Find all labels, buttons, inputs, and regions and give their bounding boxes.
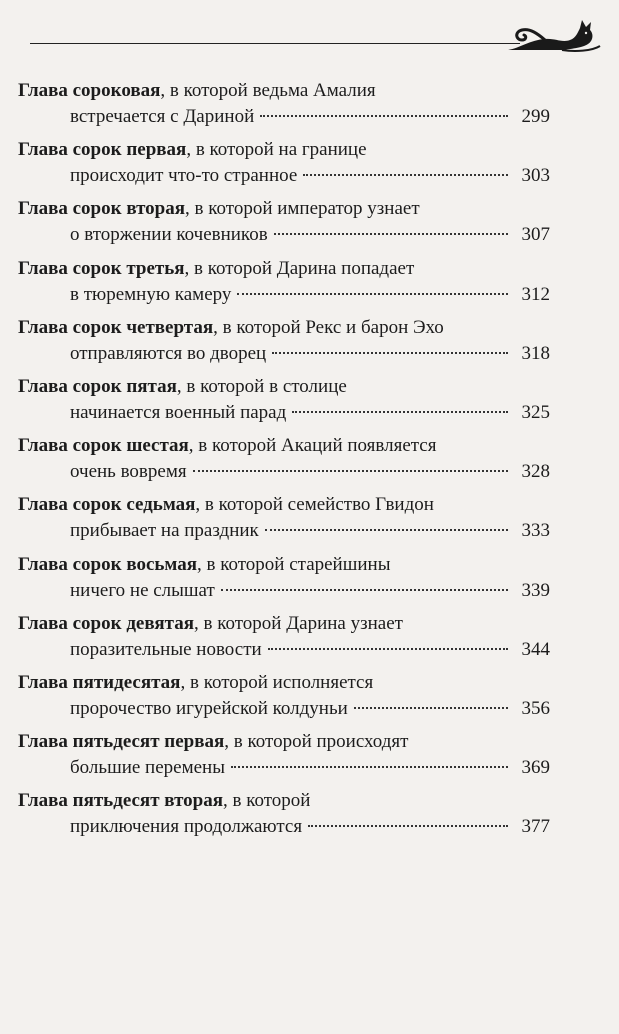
toc-entry-continuation <box>18 518 550 544</box>
page-number: 356 <box>521 697 550 719</box>
dot-leader <box>193 470 508 472</box>
toc-entry-heading <box>18 256 550 282</box>
page-number: 344 <box>521 638 550 660</box>
toc-entry-continuation <box>18 341 550 367</box>
toc-entry <box>18 729 550 788</box>
chapter-description-cont: прибывает на праздник <box>70 520 259 542</box>
chapter-title: Глава пятьдесят первая <box>18 731 225 753</box>
chapter-description-cont: начинается военный парад <box>70 401 287 423</box>
page-number: 369 <box>521 757 550 779</box>
chapter-description: , в которой исполняется <box>180 671 374 693</box>
toc-entry-continuation <box>18 696 550 722</box>
chapter-title: Глава сорок восьмая <box>18 553 198 575</box>
dot-leader <box>303 174 508 176</box>
toc-entry-continuation <box>18 222 550 248</box>
toc-entry <box>18 670 550 729</box>
toc-entry-continuation <box>18 459 550 485</box>
chapter-description-cont: очень вовремя <box>70 461 187 483</box>
toc-entry <box>18 552 550 611</box>
chapter-title: Глава пятьдесят вторая <box>18 790 224 812</box>
chapter-description-cont: пророчество игурейской колдуньи <box>70 697 348 719</box>
page-number: 299 <box>521 106 550 127</box>
chapter-title: Глава сорок шестая <box>18 435 189 457</box>
chapter-description: , в которой старейшины <box>197 553 391 575</box>
chapter-title: Глава сорок вторая <box>18 198 186 220</box>
toc-entry-heading <box>18 611 550 637</box>
chapter-description-cont: отправляются во дворец <box>70 342 267 364</box>
dot-leader <box>231 766 508 768</box>
chapter-description-cont: поразительные новости <box>70 638 262 660</box>
toc-entry-continuation <box>18 400 550 426</box>
chapter-description-cont: встречается с Дариной <box>70 106 255 127</box>
toc-entry-heading <box>18 78 550 104</box>
dot-leader <box>265 529 508 531</box>
chapter-description: , в которой <box>223 790 311 812</box>
chapter-description: , в которой Дарина попадает <box>184 257 415 279</box>
table-of-contents <box>18 78 550 847</box>
toc-entry-heading <box>18 729 550 755</box>
chapter-description-cont: приключения продолжаются <box>70 816 303 838</box>
toc-entry-continuation <box>18 814 550 840</box>
dot-leader <box>308 825 508 827</box>
chapter-description-cont: в тюремную камеру <box>70 283 232 305</box>
chapter-description: , в которой в столице <box>176 375 347 397</box>
toc-entry-heading <box>18 492 550 518</box>
toc-entry-continuation <box>18 163 550 189</box>
toc-entry-heading <box>18 433 550 459</box>
chapter-description: , в которой ведьма Амалия <box>160 80 376 101</box>
chapter-title: Глава пятидесятая <box>18 671 181 693</box>
page-number: 303 <box>521 165 550 187</box>
toc-entry <box>18 196 550 255</box>
toc-entry <box>18 492 550 551</box>
page-number: 325 <box>521 401 550 423</box>
toc-entry-heading <box>18 670 550 696</box>
chapter-title: Глава сороковая <box>18 80 161 101</box>
dot-leader <box>272 352 508 354</box>
chapter-title: Глава сорок третья <box>18 257 185 279</box>
toc-entry-continuation <box>18 637 550 663</box>
toc-entry-continuation <box>18 755 550 781</box>
toc-entry <box>18 433 550 492</box>
chapter-title: Глава сорок пятая <box>18 375 177 397</box>
toc-entry <box>18 137 550 196</box>
header-rule <box>30 43 520 44</box>
toc-entry-heading <box>18 552 550 578</box>
page-number: 333 <box>521 520 550 542</box>
toc-entry <box>18 315 550 374</box>
toc-entry-continuation <box>18 578 550 604</box>
chapter-description: , в которой император узнает <box>185 198 420 220</box>
page-number: 307 <box>521 224 550 246</box>
toc-entry <box>18 78 550 137</box>
toc-entry-heading <box>18 788 550 814</box>
chapter-title: Глава сорок седьмая <box>18 494 196 516</box>
chapter-title: Глава сорок девятая <box>18 612 194 634</box>
dot-leader <box>260 115 508 117</box>
chapter-description-cont: большие перемены <box>70 757 225 779</box>
page-number: 312 <box>521 283 550 305</box>
chapter-description: , в которой Рекс и барон Эхо <box>213 316 444 338</box>
page-number: 328 <box>521 461 550 483</box>
chapter-description: , в которой Дарина узнает <box>194 612 403 634</box>
chapter-title: Глава сорок первая <box>18 139 187 161</box>
toc-entry-heading <box>18 196 550 222</box>
chapter-description: , в которой семейство Гвидон <box>195 494 434 516</box>
chapter-title: Глава сорок четвертая <box>18 316 214 338</box>
dot-leader <box>268 648 508 650</box>
toc-entry <box>18 788 550 847</box>
chapter-description-cont: о вторжении кочевников <box>70 224 268 246</box>
page-number: 339 <box>521 579 550 601</box>
page-number: 318 <box>521 342 550 364</box>
dot-leader <box>274 233 508 235</box>
page-number: 377 <box>521 816 550 838</box>
toc-entry <box>18 611 550 670</box>
toc-entry-continuation <box>18 104 550 130</box>
dot-leader <box>292 411 508 413</box>
dot-leader <box>354 707 508 709</box>
toc-entry-heading <box>18 374 550 400</box>
dot-leader <box>237 293 508 295</box>
cat-icon <box>500 10 605 55</box>
chapter-description-cont: происходит что-то странное <box>70 165 298 187</box>
chapter-description-cont: ничего не слышат <box>70 579 215 601</box>
dot-leader <box>221 589 508 591</box>
toc-entry-continuation <box>18 282 550 308</box>
toc-entry-heading <box>18 315 550 341</box>
toc-entry <box>18 256 550 315</box>
chapter-description: , в которой происходят <box>224 731 409 753</box>
toc-entry <box>18 374 550 433</box>
chapter-description: , в которой на границе <box>186 139 367 161</box>
toc-entry-heading <box>18 137 550 163</box>
chapter-description: , в которой Акаций появляется <box>188 435 437 457</box>
